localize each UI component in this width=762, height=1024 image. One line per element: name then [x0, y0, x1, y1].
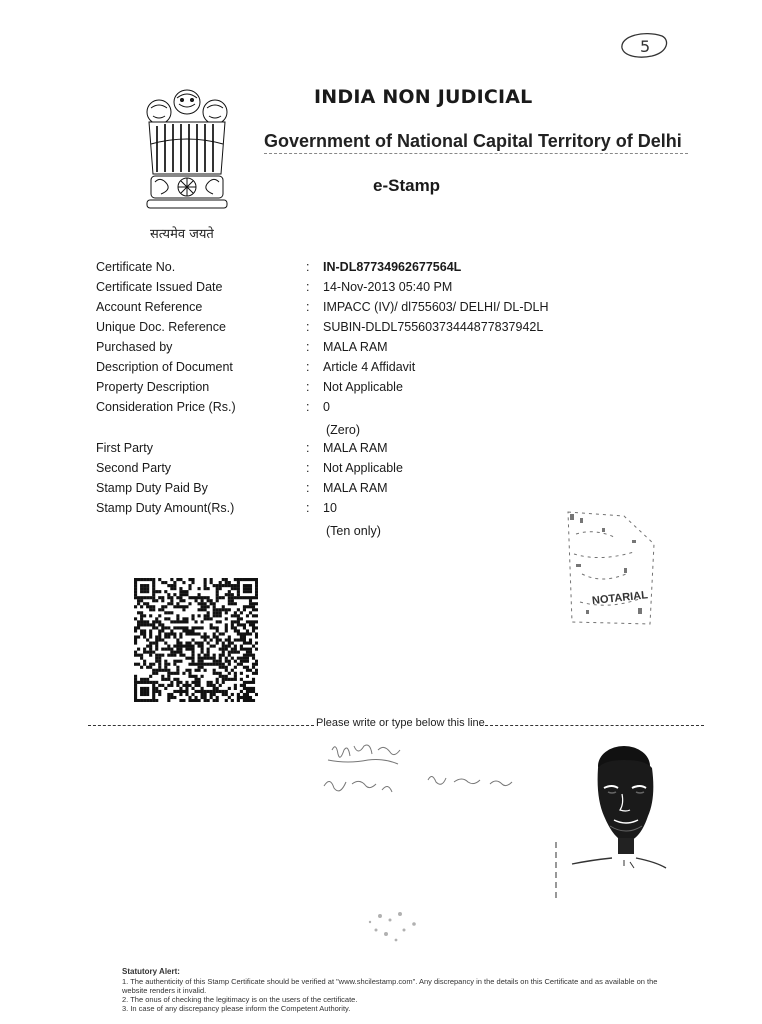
colon: : [306, 481, 310, 495]
notary-stamp-icon [562, 504, 662, 634]
national-emblem-icon [137, 84, 237, 226]
detail-label: Purchased by [96, 340, 173, 354]
statutory-alert-item: 1. The authenticity of this Stamp Certificate should be verified at "www.shcilestamp.com". Any discrepancy in the details on this Certificate and as available on the website renders it invalid. [122, 977, 658, 995]
statutory-alert [122, 967, 682, 1013]
detail-label: Unique Doc. Reference [96, 320, 226, 334]
separator-dash-right [480, 725, 704, 726]
document-title: INDIA NON JUDICIAL [314, 86, 533, 108]
colon: : [306, 340, 310, 354]
duty-paid-by: MALA RAM [323, 481, 388, 495]
unique-doc-reference: SUBIN-DLDL75560373444877837942L [323, 320, 544, 334]
notary-stamp-text: NOTARIAL [591, 589, 649, 608]
colon: : [306, 501, 310, 515]
colon: : [306, 461, 310, 475]
applicant-photo [548, 742, 673, 902]
colon: : [306, 260, 310, 274]
detail-label: Description of Document [96, 360, 233, 374]
purchased-by: MALA RAM [323, 340, 388, 354]
duty-amount: 10 [323, 501, 337, 515]
colon: : [306, 400, 310, 414]
statutory-alert-item: 2. The onus of checking the legitimacy is on the users of the certificate. [122, 995, 358, 1004]
colon: : [306, 441, 310, 455]
detail-label: Property Description [96, 380, 210, 394]
amount-in-words: (Ten only) [326, 524, 381, 538]
consideration-price: 0 [323, 400, 330, 414]
header-underline [264, 153, 688, 154]
statutory-alert-title: Statutory Alert: [122, 967, 180, 976]
certificate-number: IN-DL87734962677564L [323, 260, 462, 274]
party-label: First Party [96, 441, 153, 455]
write-below-separator [88, 717, 704, 731]
stamp-type: e-Stamp [373, 176, 441, 195]
separator-text: Please write or type below this line [316, 717, 485, 729]
handwritten-signature [318, 736, 538, 806]
colon: : [306, 360, 310, 374]
detail-label: Certificate Issued Date [96, 280, 223, 294]
ink-smudge [360, 900, 430, 950]
issued-date: 14-Nov-2013 05:40 PM [323, 280, 453, 294]
page-number-mark [614, 26, 670, 62]
party-label: Stamp Duty Paid By [96, 481, 208, 495]
colon: : [306, 320, 310, 334]
separator-dash-left [88, 725, 314, 726]
consideration-in-words: (Zero) [326, 423, 361, 437]
property-description: Not Applicable [323, 380, 403, 394]
colon: : [306, 380, 310, 394]
first-party: MALA RAM [323, 441, 388, 455]
qr-code [134, 578, 258, 702]
issuing-government: Government of National Capital Territory of Delhi [264, 131, 682, 151]
page-number: 5 [640, 37, 651, 56]
emblem-motto: सत्यमेव जयते [150, 227, 214, 242]
detail-label: Account Reference [96, 300, 203, 314]
statutory-alert-item: 3. In case of any discrepancy please inform the Competent Authority. [122, 1004, 351, 1013]
colon: : [306, 280, 310, 294]
document-description: Article 4 Affidavit [323, 360, 416, 374]
colon: : [306, 300, 310, 314]
party-label: Second Party [96, 461, 172, 475]
second-party: Not Applicable [323, 461, 403, 475]
detail-label: Consideration Price (Rs.) [96, 400, 236, 414]
party-label: Stamp Duty Amount(Rs.) [96, 501, 235, 515]
account-reference: IMPACC (IV)/ dl755603/ DELHI/ DL-DLH [323, 300, 549, 314]
detail-label: Certificate No. [96, 260, 176, 274]
